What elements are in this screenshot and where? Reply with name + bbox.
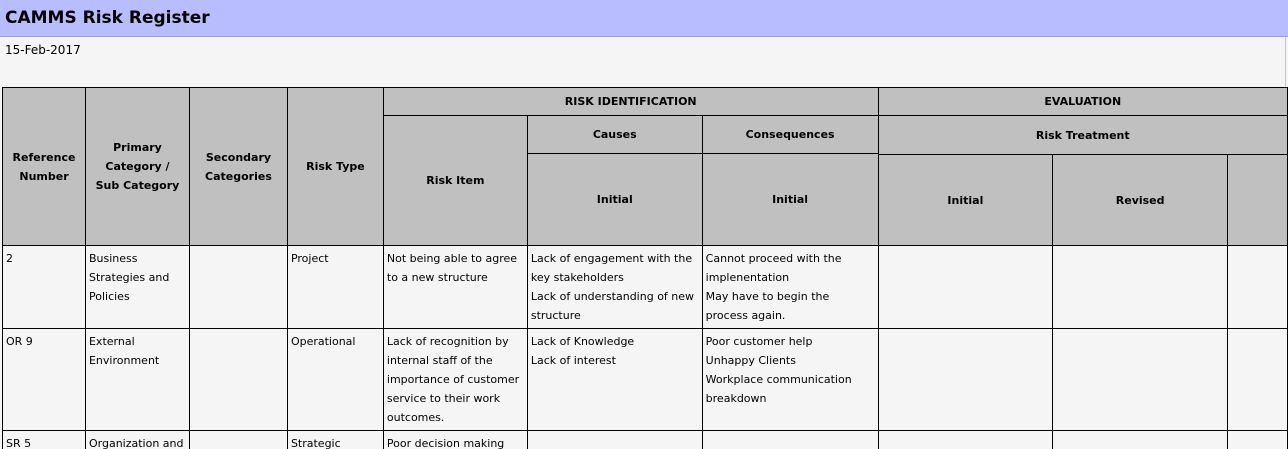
cell-treatment-revised	[1053, 431, 1228, 449]
category-text: External Environment	[88, 335, 160, 367]
risk-item-text: Not being able to agree to a new structure	[386, 252, 518, 284]
cell-secondary	[189, 246, 287, 329]
cause-text: Lack of Knowledge	[530, 335, 635, 348]
header-risk-item: Risk Item	[383, 116, 527, 246]
header-causes-initial: Initial	[527, 154, 702, 246]
cell-reference: 2	[3, 246, 86, 329]
cell-reference: SR 5	[3, 431, 86, 449]
cause-text: Lack of understanding of new structure	[530, 290, 695, 322]
header-treatment-initial: Initial	[878, 155, 1053, 246]
category-text: Organization and	[88, 437, 184, 449]
cell-consequences	[702, 431, 878, 449]
header-treatment-revised: Revised	[1053, 155, 1228, 246]
table-row	[3, 431, 1288, 449]
report-title: CAMMS Risk Register	[5, 8, 210, 28]
cell-consequences	[702, 246, 878, 329]
cell-secondary	[189, 329, 287, 431]
cell-risk-item	[383, 246, 527, 329]
risk-item-text: Lack of recognition by internal staff of the importance of customer service to their work outcomes.	[386, 335, 520, 424]
header-causes: Causes	[527, 116, 702, 154]
header-evaluation: EVALUATION	[878, 88, 1287, 116]
cell-risk-type: Strategic	[287, 431, 383, 449]
header-reference-number: Reference Number	[3, 88, 86, 246]
cell-category	[85, 431, 189, 449]
consequence-text: Unhappy Clients	[705, 354, 796, 367]
title-bar	[0, 0, 1288, 37]
cell-category	[85, 246, 189, 329]
cell-secondary	[189, 431, 287, 449]
cell-blank	[1228, 431, 1288, 449]
cell-treatment-initial	[878, 246, 1053, 329]
cell-risk-type: Project	[287, 246, 383, 329]
header-secondary-categories: Secondary Categories	[189, 88, 287, 246]
header-primary-category: Primary Category / Sub Category	[85, 88, 189, 246]
report-date: 15-Feb-2017	[5, 43, 81, 57]
cause-text: Lack of interest	[530, 354, 616, 367]
table-row	[3, 246, 1288, 329]
cell-treatment-initial	[878, 431, 1053, 449]
table-row	[3, 329, 1288, 431]
cell-risk-item	[383, 431, 527, 449]
header-risk-treatment: Risk Treatment	[878, 116, 1287, 155]
cell-treatment-initial	[878, 329, 1053, 431]
cause-text: Lack of engagement with the key stakeholders	[530, 252, 693, 284]
risk-item-text: Poor decision making	[386, 437, 505, 449]
cell-blank	[1228, 246, 1288, 329]
consequence-text: Cannot proceed with the implenentation	[705, 252, 842, 284]
cell-reference: OR 9	[3, 329, 86, 431]
header-consequences: Consequences	[702, 116, 878, 154]
cell-blank	[1228, 329, 1288, 431]
cell-consequences	[702, 329, 878, 431]
cell-causes	[527, 246, 702, 329]
header-consequences-initial: Initial	[702, 154, 878, 246]
header-risk-identification: RISK IDENTIFICATION	[383, 88, 878, 116]
cell-risk-item	[383, 329, 527, 431]
cell-category	[85, 329, 189, 431]
cell-treatment-revised	[1053, 246, 1228, 329]
cell-causes	[527, 431, 702, 449]
category-text: Business Strategies and Policies	[88, 252, 170, 303]
risk-register-table	[2, 87, 1288, 449]
header-row-1	[3, 88, 1288, 116]
consequence-text: Workplace communication breakdown	[705, 373, 852, 405]
consequence-text: May have to begin the process again.	[705, 290, 830, 322]
cell-treatment-revised	[1053, 329, 1228, 431]
consequence-text: Poor customer help	[705, 335, 813, 348]
cell-causes	[527, 329, 702, 431]
cell-risk-type: Operational	[287, 329, 383, 431]
header-risk-type: Risk Type	[287, 88, 383, 246]
header-blank	[1228, 155, 1288, 246]
